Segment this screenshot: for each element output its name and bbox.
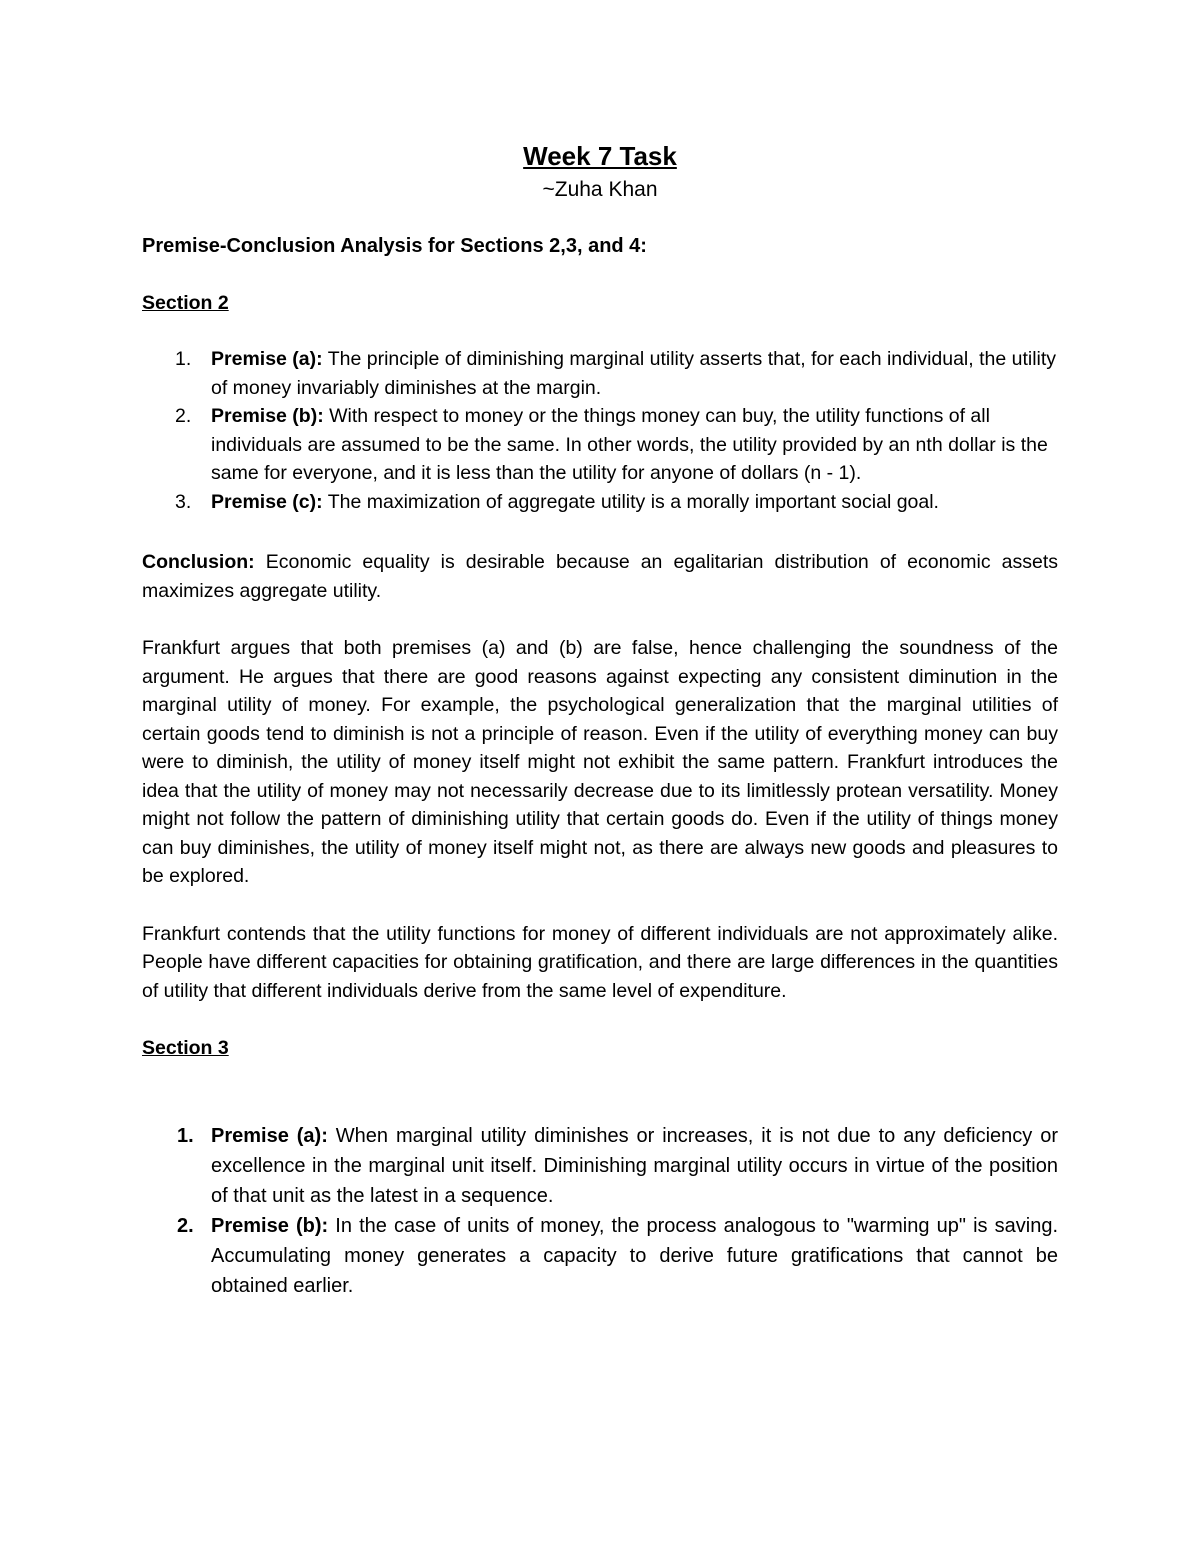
body-paragraph: Frankfurt contends that the utility functions for money of different individuals are not approximately alike. People have different capacities for obtaining gratification, and there are large differences in the quantities of utility that different individuals derive from the same level of expenditure. [142, 922, 1058, 1002]
page-title: Week 7 Task [523, 141, 677, 171]
premise-label: Premise (a): [211, 348, 323, 370]
premise-text: In the case of units of money, the process analogous to "warming up" is saving. Accumulating money generates a capacity to derive future gratifications that cannot be obtained earlier. [211, 1214, 1058, 1297]
section-3-heading: Section 3 [142, 1037, 229, 1059]
list-number: 1. [175, 348, 192, 370]
list-number: 1. [177, 1124, 194, 1147]
premise-label: Premise (b): [211, 1214, 329, 1237]
conclusion-label: Conclusion: [142, 551, 255, 573]
list-number: 3. [175, 490, 192, 513]
conclusion-text: Economic equality is desirable because an egalitarian distribution of economic assets maximizes aggregate utility. [142, 551, 1058, 602]
premise-text: The maximization of aggregate utility is a morally important social goal. [322, 490, 939, 513]
premise-text: The principle of diminishing marginal utility asserts that, for each individual, the utility of money invariably diminishes at the margin. [211, 348, 1057, 399]
list-number: 2. [175, 405, 192, 427]
premise-text: With respect to money or the things money can buy, the utility functions of all individuals are assumed to be the same. In other words, the utility provided by an nth dollar is the same for everyone, and it is less than the utility for anyone of dollars (n - 1). [211, 405, 1048, 484]
list-number: 2. [177, 1214, 194, 1237]
conclusion-paragraph [142, 548, 1058, 605]
analysis-heading: Premise-Conclusion Analysis for Sections 2,3, and 4: [142, 235, 647, 257]
premise-text: When marginal utility diminishes or increases, it is not due to any deficiency or excellence in the marginal unit itself. Diminishing marginal utility occurs in virtue of the position of that unit as the latest in a sequence. [211, 1124, 1059, 1207]
section-2-premise-list [142, 345, 1058, 516]
section-3-premise-list [142, 1121, 1058, 1301]
list-item [142, 488, 1058, 517]
list-item [142, 1121, 1058, 1211]
list-item [142, 1211, 1058, 1301]
premise-label: Premise (b): [211, 405, 324, 427]
premise-label: Premise (c): [211, 490, 323, 513]
body-paragraph: Frankfurt argues that both premises (a) and (b) are false, hence challenging the soundness of the argument. He argues that there are good reasons against expecting any consistent diminution in the marginal utility of money. For example, the psychological generalization that the marginal utilities of certain goods tend to diminish is not a principle of reason. Even if the utility of everything money can buy were to diminish, the utility of money itself might not exhibit the same pattern. Frankfurt introduces the idea that the utility of money may not necessarily decrease due to its limitlessly protean versatility. Money might not follow the pattern of diminishing utility that certain goods do. Even if the utility of things money can buy diminishes, the utility of money itself might not, as there are always new goods and pleasures to be explored. [142, 637, 1058, 887]
list-item [142, 402, 1058, 488]
author-line: ~Zuha Khan [542, 178, 658, 201]
document-body [142, 138, 1058, 1333]
premise-label: Premise (a): [211, 1124, 328, 1147]
list-item [142, 345, 1058, 402]
section-2-heading: Section 2 [142, 291, 229, 314]
